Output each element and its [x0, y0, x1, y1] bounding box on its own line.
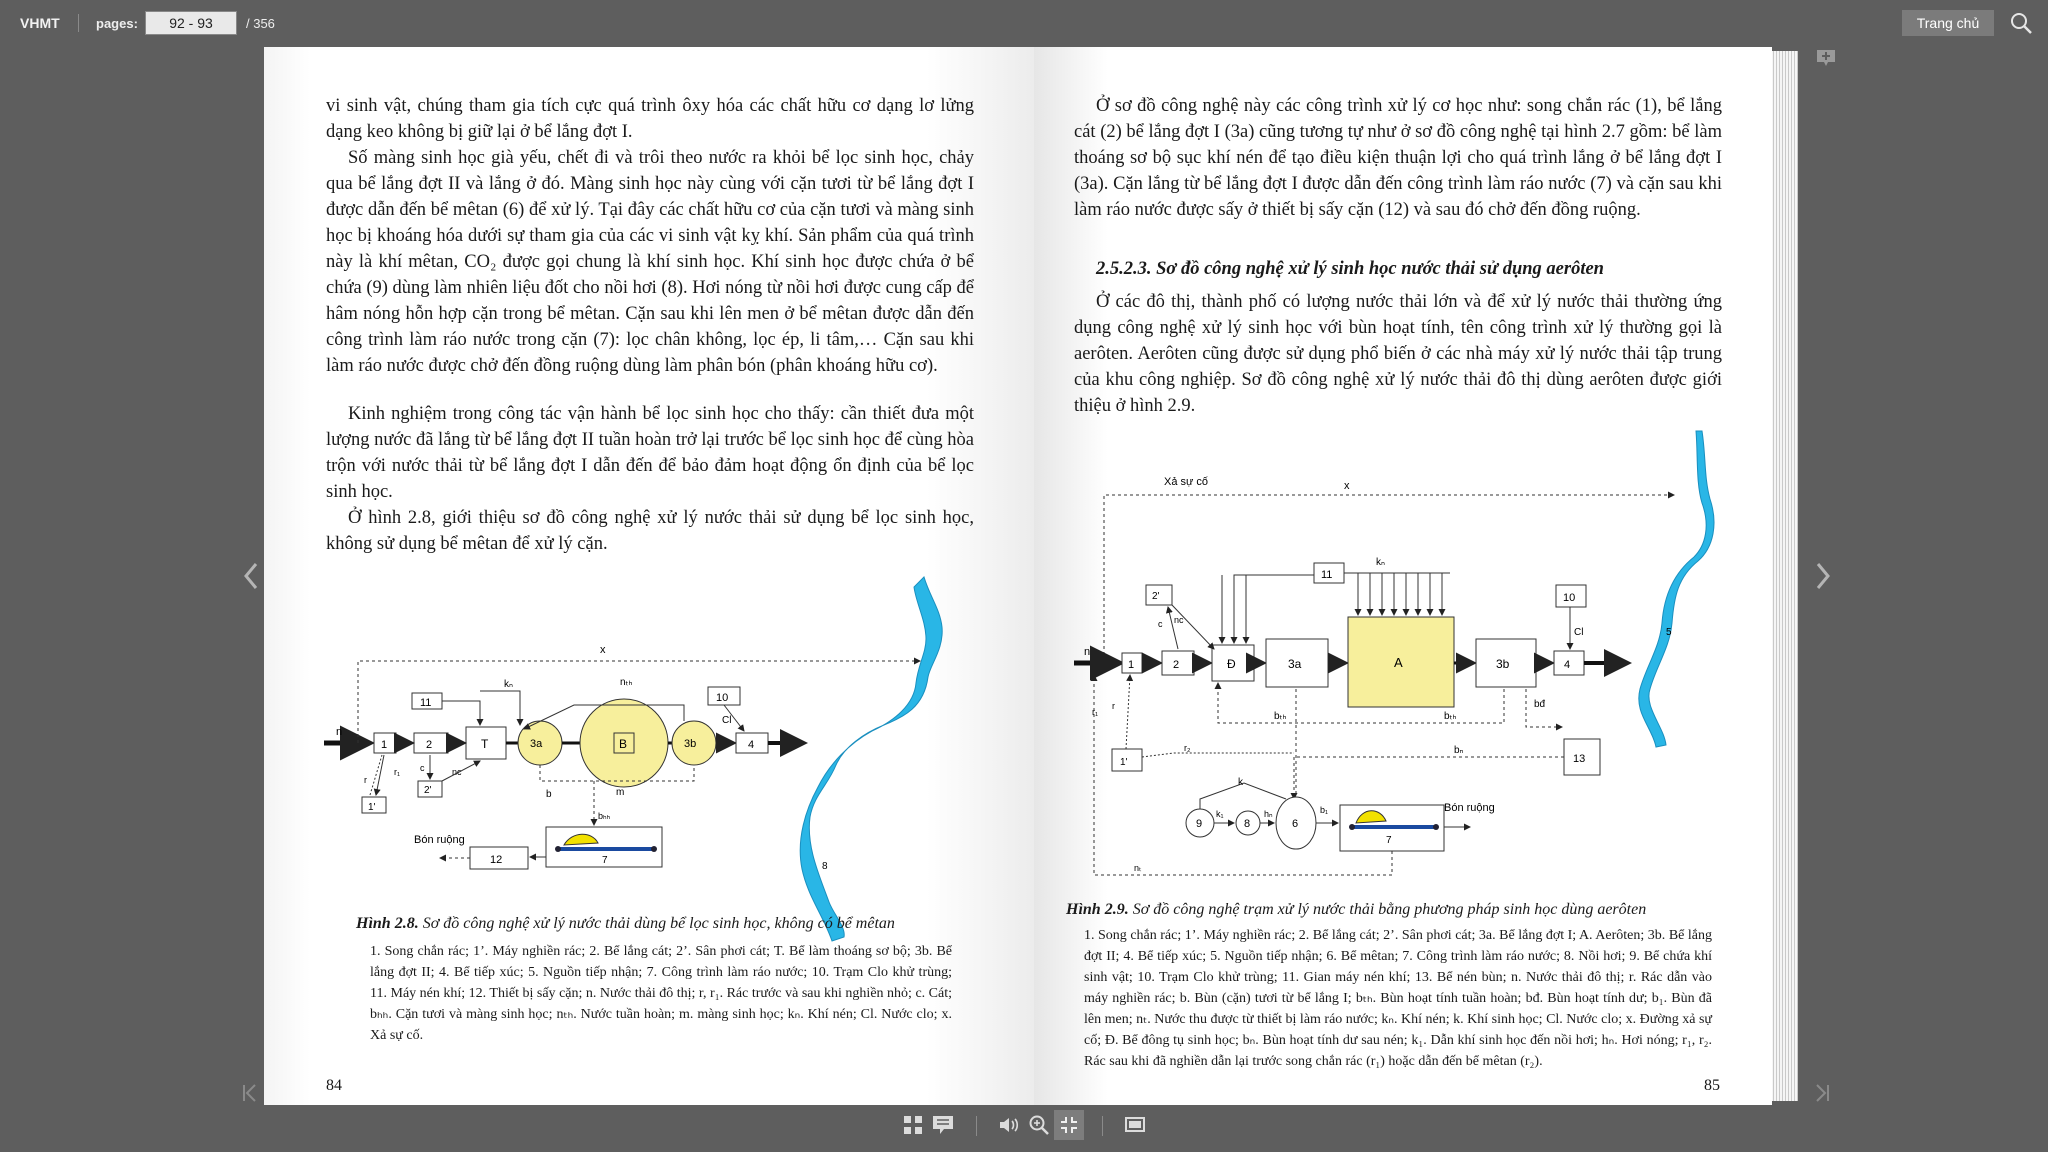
page-total: / 356 [246, 16, 275, 31]
svg-text:12: 12 [490, 854, 503, 866]
svg-text:x: x [1344, 480, 1350, 492]
svg-text:4: 4 [748, 739, 755, 751]
notes-icon[interactable] [928, 1110, 958, 1140]
svg-text:b: b [546, 789, 552, 800]
svg-text:2: 2 [1173, 659, 1180, 671]
svg-text:8: 8 [1244, 818, 1251, 830]
first-page-icon[interactable] [238, 1082, 262, 1104]
svg-text:1': 1' [1120, 757, 1128, 768]
legend-2-8: 1. Song chắn rác; 1’. Máy nghiền rác; 2. Bể lắng cát; 2’. Sân phơi cát; T. Bể làm thoáng sơ bộ; 3b. Bể lắng đợt II; 4. Bể tiếp xúc; 5. Nguồn tiếp nhận; 7. Công trình làm ráo nước; 10. Trạm Clo khử trùng; 11. Máy nén khí; 12. Thiết bị sấy cặn; n. Nước thải đô thị; r, r₁. Rác trước và sau khi nghiền nhỏ; c. Cát; bₕₕ. Cặn tươi và màng sinh học; nₜₕ. Nước tuần hoàn; m. màng sinh học; kₙ. Khí nén; Cl. Nước clo; x. Xả sự cố. [370, 944, 952, 1043]
label-bon-ruong: Bón ruộng [414, 834, 465, 846]
svg-text:11: 11 [1321, 569, 1333, 581]
legend-2-9: 1. Song chắn rác; 1’. Máy nghiền rác; 2. Bể lắng cát; 2’. Sân phơi cát; 3a. Bể lắng đợt I; A. Aerôten; 3b. Bể lắng đợt II; 4. Bể tiếp xúc; 5. Nguồn tiếp nhận; 6. Bể mêtan; 7. Công trình làm ráo nước; 8. Nồi hơi; 9. Bể chứa khí sinh vật; 10. Trạm Clo khử trùng; 11. Gian máy nén khí; 13. Bể nén bùn; n. Nước thải đô thị; r. Rác dẫn vào máy nghiền rác; b. Bùn (cặn) tươi từ bể lắng I; bₜₕ. Bùn hoạt tính tuần hoàn; bđ. Bùn hoạt tính dư; b₁. Bùn đã lên men; nₜ. Nước thu được từ thiết bị làm ráo nước; kₙ. Khí nén; k. Khí sinh học; Cl. Nước clo; x. Đường xả sự cố; Đ. Bể đông tụ sinh học; bₙ. Bùn hoạt tính dư sau nén; k₁. Dẫn khí sinh học đến nồi hơi; hₙ. Hơi nóng; r₁, r₂. Rác sau khi đã nghiền dẫn lại trước song chắn rác (r₁) hoặc dẫn đến bể mêtan (r₂). [1084, 928, 1712, 1069]
figure-2-9-diagram [1074, 427, 1734, 873]
caption-2-9: Hình 2.9. Sơ đồ công nghệ trạm xử lý nước thải bằng phương pháp sinh học dùng aerôten [1066, 901, 1647, 918]
page-edges [1768, 51, 1798, 1101]
next-page-arrow-icon[interactable] [1808, 556, 1838, 596]
app-title: VHMT [20, 15, 60, 31]
svg-text:Cl: Cl [1574, 627, 1584, 638]
label-xa-su-co: Xả sự cố [1164, 476, 1209, 488]
svg-text:10: 10 [716, 692, 729, 704]
search-icon[interactable] [2008, 10, 2034, 36]
svg-text:nₜₕ: nₜₕ [620, 677, 633, 688]
toolbar-divider [78, 14, 79, 32]
page-number-left: 84 [326, 1077, 342, 1094]
svg-text:3a: 3a [530, 738, 543, 750]
svg-text:hₙ: hₙ [1264, 809, 1273, 819]
svg-text:4: 4 [1564, 659, 1571, 671]
toolbar-divider [976, 1116, 977, 1136]
svg-text:3b: 3b [1496, 657, 1510, 671]
svg-text:B: B [619, 737, 628, 751]
figure-2-8-diagram [324, 557, 980, 949]
svg-text:3b: 3b [684, 738, 697, 750]
svg-text:2: 2 [426, 739, 433, 751]
svg-text:T: T [481, 737, 489, 751]
svg-text:k: k [1238, 777, 1243, 788]
svg-text:bₜₕ: bₜₕ [1274, 711, 1287, 722]
section-heading: 2.5.2.3. Sơ đồ công nghệ xử lý sinh học nước thải sử dụng aerôten [1096, 259, 1604, 279]
left-paragraph-3: Kinh nghiệm trong công tác vận hành bể lọc sinh học cho thấy: cần thiết đưa một lượng nước đã lắng từ bể lắng đợt II tuần hoàn trở lại trước bể lọc sinh học để cùng hòa trộn với nước thải từ bể lắng đợt I dẫn đến để bảo đảm hoạt động ổn định của bể lọc sinh học. [326, 404, 974, 502]
svg-text:1: 1 [1128, 659, 1135, 671]
caption-2-8: Hình 2.8. Sơ đồ công nghệ xử lý nước thải dùng bể lọc sinh học, không có bể mêtan [356, 915, 895, 932]
svg-text:bₕₕ: bₕₕ [598, 811, 611, 821]
prev-page-arrow-icon[interactable] [236, 556, 266, 596]
svg-text:m: m [616, 787, 625, 798]
right-paragraph-2: Ở các đô thị, thành phố có lượng nước thải lớn và để xử lý nước thải thường ứng dụng công nghệ xử lý sinh học với bùn hoạt tính, tên công trình xử lý thường gọi là aerôten. Aerôten cũng được sử dụng phổ biến ở các nhà máy xử lý nước thải tập trung của khu công nghiệp. Sơ đồ công nghệ xử lý nước thải đô thị dùng aerôten được giới thiệu ở hình 2.9. [1074, 292, 1722, 416]
svg-text:kₙ: kₙ [1376, 557, 1385, 568]
svg-text:10: 10 [1563, 592, 1576, 604]
toolbar-divider [1102, 1116, 1103, 1136]
svg-text:2': 2' [424, 785, 432, 796]
svg-text:nc: nc [452, 767, 462, 777]
svg-text:3a: 3a [1288, 657, 1302, 671]
svg-text:bₜₕ: bₜₕ [1444, 711, 1457, 722]
fullscreen-exit-icon[interactable] [1054, 1110, 1084, 1140]
slideshow-icon[interactable] [1120, 1110, 1150, 1140]
svg-text:kₙ: kₙ [504, 679, 513, 690]
svg-text:r: r [1112, 701, 1115, 711]
svg-text:r₁: r₁ [394, 767, 401, 777]
svg-text:k₁: k₁ [1216, 809, 1224, 819]
label-x: x [600, 644, 606, 656]
svg-text:bₙ: bₙ [1454, 745, 1464, 756]
svg-text:r: r [364, 775, 367, 785]
left-paragraph-1: vi sinh vật, chúng tham gia tích cực quá trình ôxy hóa các chất hữu cơ dạng lơ lửng dạng keo không bị giữ lại ở bể lắng đợt I. [326, 96, 974, 142]
left-page [264, 47, 1034, 1105]
svg-text:c: c [1158, 619, 1163, 629]
svg-text:r₂: r₂ [1184, 743, 1191, 753]
label-n: n [336, 726, 343, 738]
left-paragraph-4: Ở hình 2.8, giới thiệu sơ đồ công nghệ xử lý nước thải sử dụng bể lọc sinh học, không sử dụng bể mêtan để xử lý cặn. [326, 508, 974, 554]
home-button[interactable]: Trang chủ [1902, 10, 1994, 36]
zoom-icon[interactable] [1024, 1110, 1054, 1140]
bookmark-icon[interactable] [1814, 48, 1838, 68]
book-spread [264, 47, 1804, 1105]
svg-text:2': 2' [1152, 591, 1160, 602]
svg-text:5: 5 [1666, 627, 1672, 638]
page-number-input[interactable] [145, 11, 237, 35]
sound-icon[interactable] [994, 1110, 1024, 1140]
svg-text:13: 13 [1573, 753, 1586, 765]
svg-text:Đ: Đ [1227, 657, 1236, 671]
top-toolbar [0, 0, 2048, 46]
svg-text:b₁: b₁ [1320, 805, 1329, 815]
page-number-right: 85 [1704, 1077, 1720, 1094]
svg-text:7: 7 [1386, 835, 1392, 846]
thumbnails-icon[interactable] [898, 1110, 928, 1140]
svg-text:9: 9 [1196, 818, 1203, 830]
svg-text:bđ: bđ [1534, 699, 1546, 710]
svg-text:nₜ: nₜ [1134, 863, 1142, 873]
svg-text:1': 1' [368, 802, 376, 813]
svg-text:6: 6 [1292, 818, 1299, 830]
right-paragraph-1: Ở sơ đồ công nghệ này các công trình xử lý cơ học như: song chắn rác (1), bể lắng cát (2) bể lắng đợt I (3a) cũng tương tự như ở sơ đồ công nghệ tại hình 2.7 gồm: bể làm thoáng sơ bộ sục khí nén để tạo điều kiện thuận lợi cho quá trình lắng ở bể lắng đợt I (3a). Cặn lắng từ bể lắng đợt I được dẫn đến công trình làm ráo nước (7) và cặn sau khi làm ráo nước được sấy ở thiết bị sấy cặn (12) và sau đó chở đến đồng ruộng. [1074, 96, 1722, 220]
svg-text:c: c [420, 763, 425, 773]
svg-text:nc: nc [1174, 615, 1184, 625]
svg-text:Cl: Cl [722, 715, 732, 726]
label-river-8: 8 [822, 861, 828, 872]
river-shape [1639, 431, 1714, 747]
pages-label: pages: [96, 16, 138, 31]
svg-text:7: 7 [602, 855, 608, 866]
svg-text:1: 1 [381, 739, 388, 751]
svg-text:n: n [1084, 646, 1091, 658]
label-bon-ruong: Bón ruộng [1444, 802, 1495, 814]
svg-text:A: A [1394, 655, 1403, 670]
last-page-icon[interactable] [1810, 1082, 1834, 1104]
right-page [1034, 47, 1772, 1105]
river-shape [800, 577, 942, 941]
svg-text:r₁: r₁ [1092, 707, 1099, 717]
left-paragraph-2: Số màng sinh học già yếu, chết đi và trôi theo nước ra khỏi bể lọc sinh học, chảy qua bể lắng đợt II và lắng ở đó. Màng sinh học này cùng với cặn tươi từ bể lắng đợt I được dẫn đến bể mêtan (6) để xử lý. Tại đây các chất hữu cơ của cặn tươi và màng sinh học bị khoáng hóa dưới sự tham gia của các vi sinh vật kỵ khí. Sản phẩm của quá trình này là khí mêtan, CO₂ được gọi chung là khí sinh học. Khí sinh học được chứa ở bể chứa (9) dùng làm nhiên liệu đốt cho nồi hơi (8). Hơi nóng từ nồi hơi được cung cấp để hâm nóng hỗn hợp cặn trong bể mêtan. Cặn sau khi lên men ở bể mêtan được dẫn đến công trình làm ráo nước trong cặn (7): lọc chân không, lọc ép, li tâm,… Cặn sau khi làm ráo nước được chở đến đồng ruộng dùng làm phân bón (phân khoáng hữu cơ). [326, 148, 974, 376]
svg-text:11: 11 [420, 697, 432, 709]
